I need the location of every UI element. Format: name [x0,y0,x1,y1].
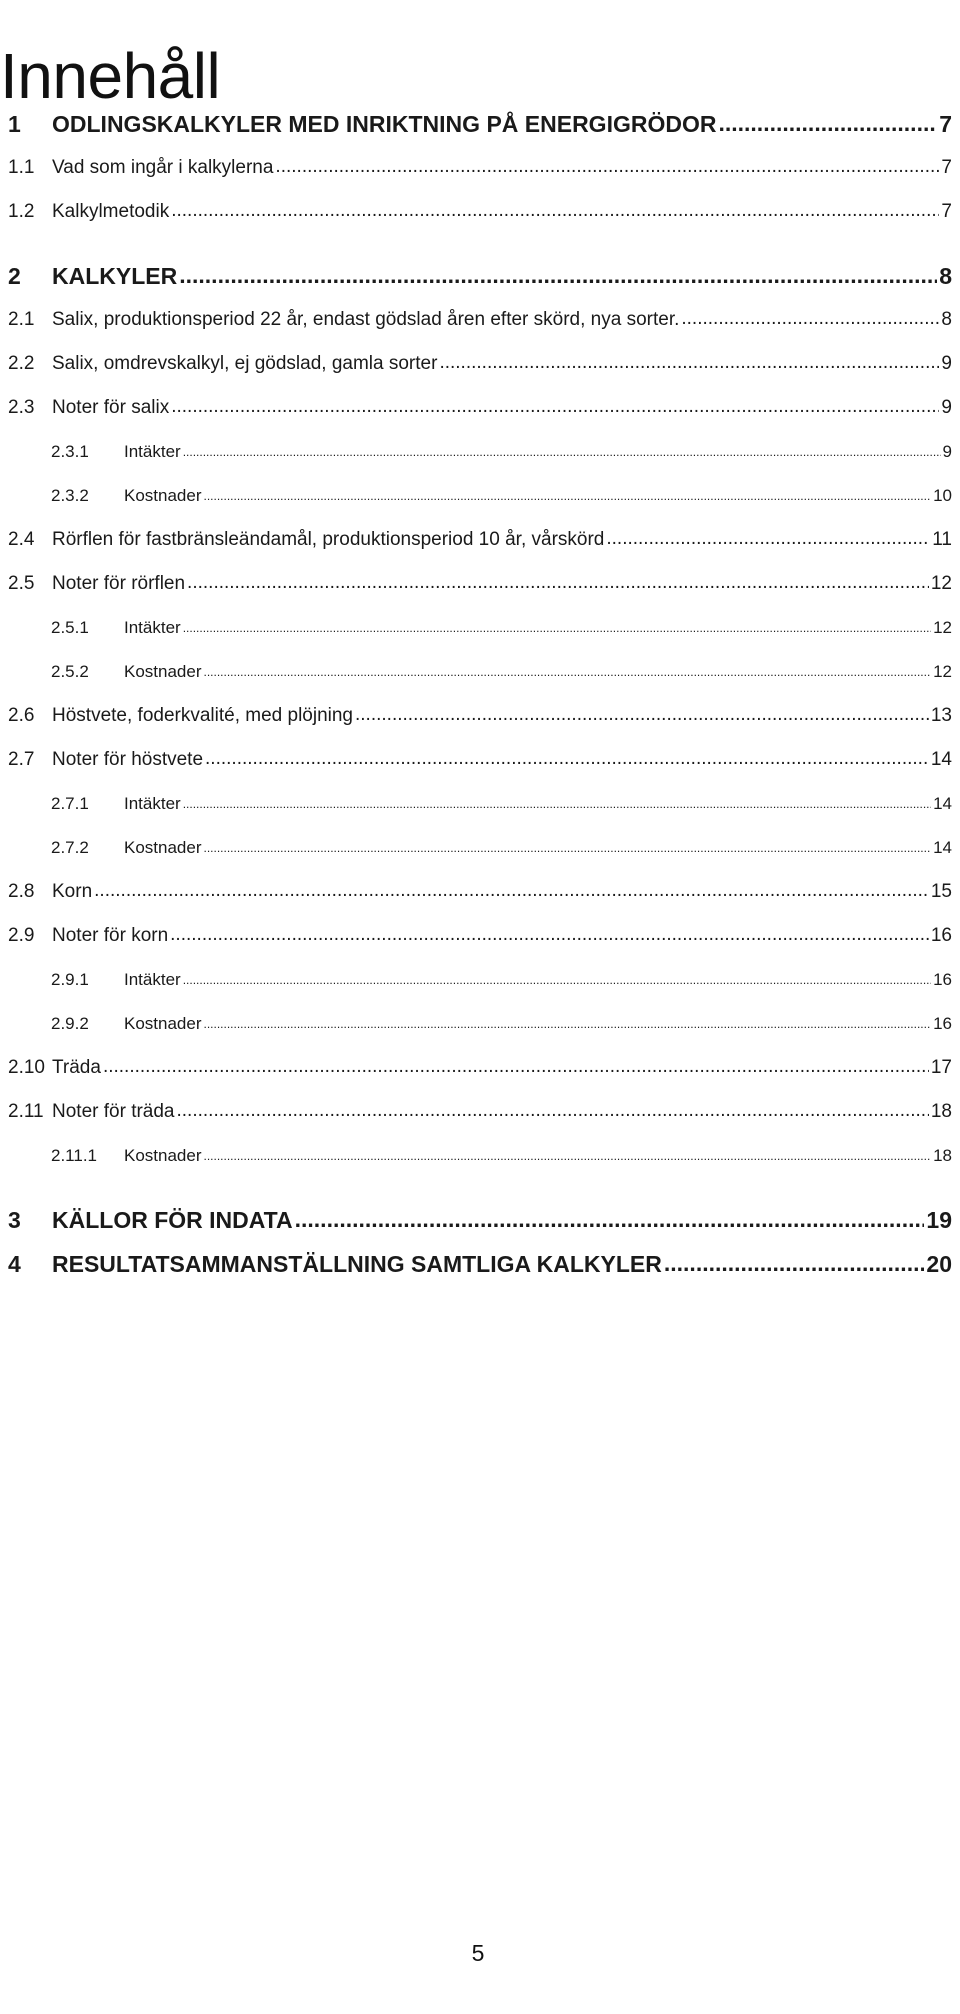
dot-leader [204,478,932,513]
toc-entry-number: 2.3 [8,397,35,418]
toc-entry-2-4[interactable] [8,523,952,557]
toc-entry-1[interactable] [8,107,952,141]
toc-entry-2-5[interactable] [8,567,952,601]
toc-entry-number: 2.3.1 [51,442,89,461]
dot-leader [183,786,931,821]
toc-entry-2-11[interactable] [8,1095,952,1129]
toc-entry-title: KÄLLOR FÖR INDATA [52,1207,293,1233]
toc-entry-number: 2.6 [8,705,35,726]
dot-leader [355,698,929,732]
toc-entry-number: 2.3.2 [51,486,89,505]
toc-entry-2-7-2[interactable] [51,831,952,865]
toc-entry-page: 7 [941,157,952,178]
dot-leader [205,742,929,776]
toc-entry-3[interactable] [8,1203,952,1237]
toc-entry-number: 1.1 [8,157,35,178]
dot-leader [171,390,939,424]
toc-entry-title: Kostnader [124,486,202,505]
toc-entry-title: Träda [52,1057,101,1078]
toc-entry-title: Kostnader [124,838,202,857]
toc-entry-title: Intäkter [124,970,181,989]
toc-entry-title: Korn [52,881,93,902]
toc-entry-number: 3 [8,1207,21,1233]
toc-entry-number: 2.9.1 [51,970,89,989]
dot-leader [177,1094,929,1128]
toc-entry-page: 20 [926,1251,952,1277]
toc-entry-2-3-1[interactable] [51,435,952,469]
toc-entry-2-2[interactable] [8,347,952,381]
toc-entry-number: 2.7.2 [51,838,89,857]
dot-leader [204,1138,932,1173]
toc-entry-2-8[interactable] [8,875,952,909]
toc-entry-number: 1.2 [8,201,35,222]
dot-leader [204,654,932,689]
toc-entry-title: Intäkter [124,442,181,461]
toc-entry-title: Noter för salix [52,397,170,418]
toc-entry-number: 2 [8,263,21,289]
dot-leader [718,106,937,140]
toc-entry-title: Kostnader [124,662,202,681]
toc-entry-number: 2.8 [8,881,35,902]
toc-entry-4[interactable] [8,1247,952,1281]
dot-leader [295,1202,925,1236]
toc-entry-page: 9 [941,397,952,418]
toc-entry-page: 12 [933,618,952,637]
toc-entry-number: 2.11.1 [51,1146,98,1165]
toc-entry-page: 14 [933,838,952,857]
toc-entry-number: 2.11 [8,1101,44,1122]
toc-entry-title: Intäkter [124,794,181,813]
dot-leader [681,302,939,336]
toc-entry-page: 8 [939,263,952,289]
toc-entry-page: 9 [942,442,952,461]
toc-entry-number: 2.9 [8,925,35,946]
toc-entry-title: Salix, omdrevskalkyl, ej gödslad, gamla sorter [52,353,438,374]
dot-leader [170,918,929,952]
toc-entry-number: 2.2 [8,353,35,374]
toc-entry-number: 2.5.2 [51,662,89,681]
dot-leader [204,830,932,865]
toc-entry-page: 7 [939,111,952,137]
toc-entry-title: Noter för höstvete [52,749,204,770]
page-number: 5 [471,1940,485,1966]
toc-entry-title: Salix, produktionsperiod 22 år, endast gödslad åren efter skörd, nya sorter. [52,309,680,330]
dot-leader [103,1050,929,1084]
toc-entry-page: 10 [933,486,952,505]
toc-entry-number: 2.7.1 [51,794,89,813]
toc-entry-page: 15 [930,881,952,902]
toc-entry-page: 14 [930,749,952,770]
toc-entry-2-1[interactable] [8,303,952,337]
dot-leader [183,434,941,469]
dot-leader [275,150,939,184]
toc-entry-title: Noter för rörflen [52,573,186,594]
toc-entry-2-3-2[interactable] [51,479,952,513]
toc-entry-2-9[interactable] [8,919,952,953]
toc-entry-title: ODLINGSKALKYLER MED INRIKTNING PÅ ENERGIGRÖDOR [52,111,717,137]
toc-entry-number: 2.7 [8,749,35,770]
toc-entry-page: 12 [933,662,952,681]
toc-entry-number: 2.5 [8,573,35,594]
toc-entry-page: 12 [930,573,952,594]
dot-leader [606,522,930,556]
dot-leader [179,258,937,292]
toc-entry-2-9-1[interactable] [51,963,952,997]
toc-entry-title: Kostnader [124,1146,202,1165]
toc-entry-page: 13 [930,705,952,726]
toc-entry-number: 2.4 [8,529,35,550]
toc-entry-title: Rörflen för fastbränsleändamål, produktionsperiod 10 år, vårskörd [52,529,605,550]
toc-entry-page: 9 [941,353,952,374]
toc-entry-2-7-1[interactable] [51,787,952,821]
dot-leader [187,566,929,600]
dot-leader [94,874,929,908]
toc-entry-page: 17 [930,1057,952,1078]
toc-entry-page: 7 [941,201,952,222]
toc-entry-2-3[interactable] [8,391,952,425]
toc-entry-title: KALKYLER [52,263,178,289]
toc-entry-title: Noter för träda [52,1101,175,1122]
dot-leader [664,1246,925,1280]
toc-entry-page: 11 [932,529,952,550]
dot-leader [183,610,931,645]
toc-entry-number: 1 [8,111,21,137]
toc-entry-title: Noter för korn [52,925,169,946]
toc-entry-1-2[interactable] [8,195,952,229]
toc-entry-page: 8 [941,309,952,330]
toc-entry-page: 18 [930,1101,952,1122]
toc-entry-2-9-2[interactable] [51,1007,952,1041]
toc-entry-page: 14 [933,794,952,813]
toc-entry-number: 2.9.2 [51,1014,89,1033]
dot-leader [171,194,939,228]
toc-entry-2-11-1[interactable] [51,1139,952,1173]
toc-entry-1-1[interactable] [8,151,952,185]
toc-entry-number: 2.1 [8,309,35,330]
toc-entry-2-5-2[interactable] [51,655,952,689]
toc-entry-page: 18 [933,1146,952,1165]
toc-entry-page: 16 [933,970,952,989]
page-title: Innehåll [0,39,221,112]
toc-entry-number: 2.10 [8,1057,45,1078]
dot-leader [183,962,931,997]
toc-entry-number: 2.5.1 [51,618,89,637]
toc-entry-title: RESULTATSAMMANSTÄLLNING SAMTLIGA KALKYLER [52,1251,662,1277]
dot-leader [204,1006,932,1041]
toc-entry-2-5-1[interactable] [51,611,952,645]
toc-entry-title: Kostnader [124,1014,202,1033]
toc-entry-2[interactable] [8,259,952,293]
dot-leader [439,346,939,380]
toc-entry-page: 16 [933,1014,952,1033]
toc-entry-title: Kalkylmetodik [52,201,170,222]
toc-entry-2-6[interactable] [8,699,952,733]
toc-entry-title: Intäkter [124,618,181,637]
toc-entry-title: Höstvete, foderkvalité, med plöjning [52,705,353,726]
toc-entry-page: 19 [926,1207,952,1233]
toc-entry-page: 16 [930,925,952,946]
toc-entry-2-7[interactable] [8,743,952,777]
toc-entry-title: Vad som ingår i kalkylerna [52,157,274,178]
toc-entry-number: 4 [8,1251,21,1277]
toc-entry-2-10[interactable] [8,1051,952,1085]
